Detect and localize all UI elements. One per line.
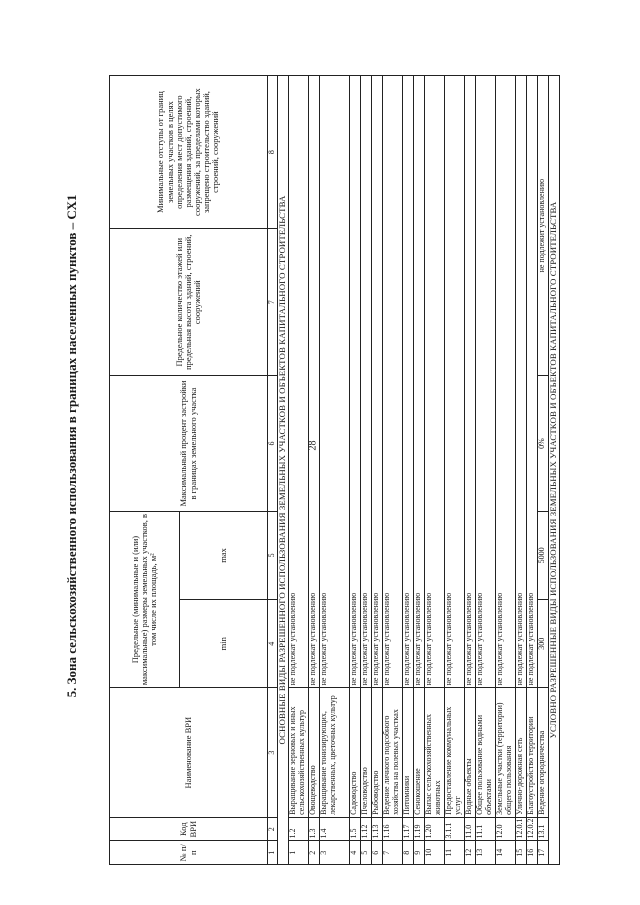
row-code: 1.19 [414, 817, 425, 841]
row-code: 3.1.1 [445, 817, 465, 841]
row-code: 13.1 [538, 817, 549, 841]
row-value: не подлежат установлению [372, 76, 383, 688]
row-name: Рыбоводство [372, 688, 383, 818]
row-value: не подлежат установлению [527, 76, 538, 688]
row-code: 1.4 [320, 817, 350, 841]
row-name: Овощеводство [309, 688, 320, 818]
header-percent: Максимальный процент застройки в границах земельного участка [110, 376, 268, 511]
row-name: Выпас сельскохозяйственных животных [425, 688, 445, 818]
row-value: не подлежат установлению [309, 76, 320, 688]
row-name: Выращивание тонизирующих, лекарственных, цветочных культур [320, 688, 350, 818]
row-no: 12 [465, 841, 476, 865]
row-code: 12.0.1 [516, 817, 527, 841]
row-value: не подлежат установлению [445, 76, 465, 688]
col-number: 2 [268, 817, 278, 841]
row-no: 2 [309, 841, 320, 865]
row-value: не подлежат установлению [361, 76, 372, 688]
col-number: 7 [268, 229, 278, 376]
table-spacer [560, 76, 576, 865]
row-no: 5 [361, 841, 372, 865]
row-name: Выращивание зерновых и иных сельскохозяйственных культур [289, 688, 309, 818]
col-number: 6 [268, 376, 278, 511]
col-number: 8 [268, 76, 278, 229]
col-number: 3 [268, 688, 278, 818]
row-name: Улично-дорожная сеть [516, 688, 527, 818]
row-code: 1.16 [383, 817, 403, 841]
col-number: 1 [268, 841, 278, 865]
row-code: 12.0 [496, 817, 516, 841]
page-number: 28 [307, 440, 319, 451]
row-name: Ведение огородничества [538, 688, 549, 818]
row-value: не подлежат установлению [496, 76, 516, 688]
row-no: 14 [496, 841, 516, 865]
row-name: Общее пользование водными объектами [476, 688, 496, 818]
row-no: 7 [383, 841, 403, 865]
row-value: не подлежат установлению [383, 76, 403, 688]
row-code: 1.13 [372, 817, 383, 841]
row-code: 1.5 [350, 817, 361, 841]
row-name: Ведение личного подсобного хозяйства на полевых участках [383, 688, 403, 818]
page-title: 5. Зона сельскохозяйственного использования в границах населенных пунктов – СХ1 [64, 194, 79, 698]
header-no: № п/п [110, 841, 268, 865]
row-value: не подлежат установлению [516, 76, 527, 688]
header-name: Наименование ВРИ [110, 688, 268, 818]
row-name: Пчеловодство [361, 688, 372, 818]
row-value: не подлежат установлению [403, 76, 414, 688]
row-value: не подлежат установлению [289, 76, 309, 688]
header-code: Код ВРИ [110, 817, 268, 841]
header-max: max [180, 511, 268, 599]
row-no: 6 [372, 841, 383, 865]
row-code: 1.2 [289, 817, 309, 841]
row-code: 12.0.2 [527, 817, 538, 841]
row-no: 8 [403, 841, 414, 865]
row-no: 16 [527, 841, 538, 865]
row-name: Предоставление коммунальных услуг [445, 688, 465, 818]
row-name: Водные объекты [465, 688, 476, 818]
section-main: ОСНОВНЫЕ ВИДЫ РАЗРЕШЕННОГО ИСПОЛЬЗОВАНИЯ ЗЕМЕЛЬНЫХ УЧАСТКОВ И ОБЪЕКТОВ КАПИТАЛЬНОГО СТРОИТЕЛЬСТВА [278, 76, 289, 865]
zone-table [109, 75, 575, 865]
row-name: Садоводство [350, 688, 361, 818]
row-code: 1.12 [361, 817, 372, 841]
row-percent: 0% [538, 376, 549, 511]
row-no: 9 [414, 841, 425, 865]
row-no: 11 [445, 841, 465, 865]
row-code: 1.20 [425, 817, 445, 841]
row-no: 13 [476, 841, 496, 865]
row-code: 1.3 [309, 817, 320, 841]
row-name: Земельные участки (территории) общего пользования [496, 688, 516, 818]
header-size: Предельные (минимальные и (или) максимальные) размеры земельных участков, в том числе их площадь, м² [110, 511, 180, 688]
header-setback: Минимальные отступы от границ земельных участков в целях определения мест допустимого размещения зданий, строений, сооружений, за пределами которых запрещено строительство зданий, строений, сооружений [110, 76, 268, 229]
row-value: не подлежат установлению [414, 76, 425, 688]
row-no: 17 [538, 841, 549, 865]
header-min: min [180, 600, 268, 688]
header-floors: Предельное количество этажей или предельная высота зданий, строений, сооружений [110, 229, 268, 376]
section-conditional: УСЛОВНО РАЗРЕШЕННЫЕ ВИДЫ ИСПОЛЬЗОВАНИЯ ЗЕМЕЛЬНЫХ УЧАСТКОВ И ОБЪЕКТОВ КАПИТАЛЬНОГО СТРОИТЕЛЬСТВА [549, 76, 560, 865]
row-value: не подлежат установлению [465, 76, 476, 688]
row-value: не подлежат установлению [476, 76, 496, 688]
zoning-table [109, 75, 575, 865]
row-no: 15 [516, 841, 527, 865]
row-code: 11.0 [465, 817, 476, 841]
row-no: 1 [289, 841, 309, 865]
row-code: 1.17 [403, 817, 414, 841]
row-max: 5000 [538, 511, 549, 599]
row-name: Благоустройство территории [527, 688, 538, 818]
row-no: 10 [425, 841, 445, 865]
col-number: 4 [268, 600, 278, 688]
row-code: 11.1 [476, 817, 496, 841]
row-min: 300 [538, 600, 549, 688]
row-rest: не подлежит установлению [538, 76, 549, 376]
row-name: Сенокошение [414, 688, 425, 818]
row-name: Питомники [403, 688, 414, 818]
row-value: не подлежат установлению [425, 76, 445, 688]
col-number: 5 [268, 511, 278, 599]
row-value: не подлежат установлению [350, 76, 361, 688]
row-no: 4 [350, 841, 361, 865]
row-value: не подлежат установлению [320, 76, 350, 688]
row-no: 3 [320, 841, 350, 865]
